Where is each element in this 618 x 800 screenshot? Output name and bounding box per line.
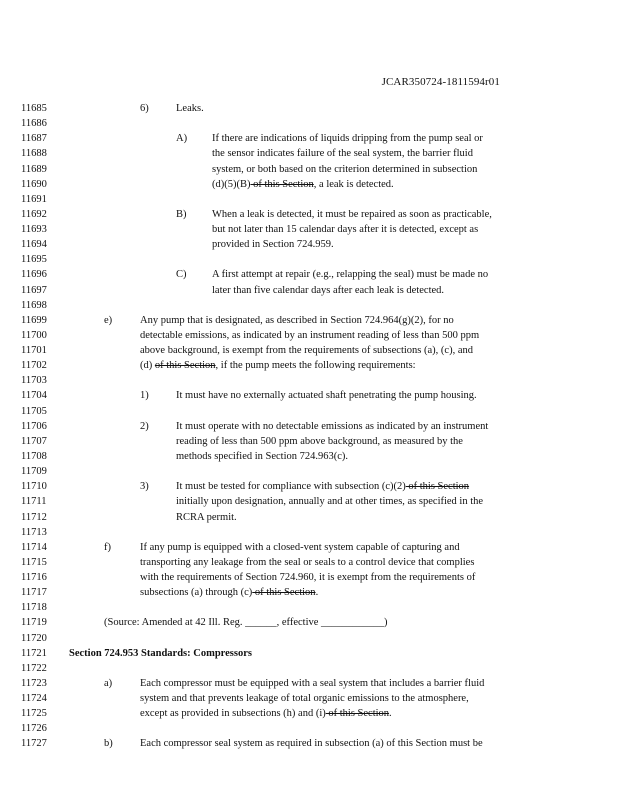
line-text xyxy=(140,738,483,749)
document-line xyxy=(0,648,618,659)
line-number: 11723 xyxy=(21,677,47,689)
text-segment: It must be tested for compliance with subsection (c)(2) xyxy=(176,481,406,493)
line-number: 11703 xyxy=(21,375,47,387)
text-segment: (d)(5)(B) xyxy=(212,178,251,190)
struck-text: of this Section xyxy=(405,481,470,493)
line-number: 11691 xyxy=(21,193,47,205)
document-line xyxy=(0,723,618,734)
document-line xyxy=(0,330,618,341)
line-number: 11727 xyxy=(21,738,47,750)
text-segment: Section 724.953 Standards: Compressors xyxy=(69,647,252,659)
document-line xyxy=(0,572,618,583)
line-number: 11716 xyxy=(21,572,47,584)
line-text xyxy=(212,148,473,159)
struck-text: of this Section xyxy=(154,360,216,372)
text-segment: Any pump that is designated, as described in Section 724.964(g)(2), for no xyxy=(140,314,454,326)
struck-text: of this Section xyxy=(250,178,314,190)
document-line xyxy=(0,587,618,598)
document-line xyxy=(0,708,618,719)
line-text xyxy=(176,496,483,507)
line-number: 11701 xyxy=(21,345,47,357)
text-segment: except as provided in subsections (h) and (i) xyxy=(140,708,326,720)
document-line xyxy=(0,209,618,220)
line-number: 11699 xyxy=(21,314,47,326)
document-line xyxy=(0,633,618,644)
line-text xyxy=(140,330,479,341)
text-segment: A first attempt at repair (e.g., relapping the seal) must be made no xyxy=(212,269,489,281)
document-line xyxy=(0,164,618,175)
line-text xyxy=(212,239,334,250)
section-heading xyxy=(69,648,252,659)
line-text xyxy=(140,693,469,704)
document-line xyxy=(0,239,618,250)
line-text xyxy=(212,179,394,190)
text-segment: system, or both based on the criterion determined in subsection xyxy=(212,163,478,175)
line-number: 11712 xyxy=(21,511,47,523)
line-text xyxy=(212,285,444,296)
text-segment: It must have no externally actuated shaft penetrating the pump housing. xyxy=(176,390,477,402)
text-segment: the sensor indicates failure of the seal system, the barrier fluid xyxy=(212,148,473,160)
text-segment: system and that prevents leakage of total organic emissions to the atmosphere, xyxy=(140,693,469,705)
document-line xyxy=(0,375,618,386)
document-line xyxy=(0,527,618,538)
struck-text: of this Section xyxy=(325,708,390,720)
line-number: 11696 xyxy=(21,269,47,281)
text-segment: RCRA permit. xyxy=(176,511,237,523)
line-text xyxy=(140,345,473,356)
line-number: 11706 xyxy=(21,420,47,432)
line-text xyxy=(176,512,237,523)
subsection-label: b) xyxy=(104,738,113,750)
line-text xyxy=(140,587,318,598)
line-text xyxy=(176,421,488,432)
document-line xyxy=(0,360,618,371)
line-text xyxy=(212,133,483,144)
text-segment: , if the pump meets the following requirements: xyxy=(215,360,416,372)
line-number: 11719 xyxy=(21,617,47,629)
line-text xyxy=(176,103,204,114)
line-number: 11695 xyxy=(21,254,47,266)
subsection-label: 2) xyxy=(140,420,149,432)
subsection-label: 3) xyxy=(140,481,149,493)
document-line xyxy=(0,300,618,311)
line-number: 11697 xyxy=(21,284,47,296)
line-text xyxy=(176,481,469,492)
line-number: 11693 xyxy=(21,224,47,236)
text-segment: transporting any leakage from the seal or seals to a control device that complies xyxy=(140,556,475,568)
text-segment: (Source: Amended at 42 Ill. Reg. ______, effective ____________) xyxy=(104,617,388,629)
document-line xyxy=(0,481,618,492)
line-text xyxy=(176,390,477,401)
text-segment: above background, is exempt from the requirements of subsections (a), (c), and xyxy=(140,345,473,357)
document-id: JCAR350724-1811594r01 xyxy=(381,76,500,88)
struck-text: of this Section xyxy=(252,587,316,599)
line-text xyxy=(212,209,492,220)
document-line xyxy=(0,663,618,674)
document-line xyxy=(0,738,618,749)
document-line xyxy=(0,103,618,114)
line-text xyxy=(140,360,416,371)
line-number: 11708 xyxy=(21,450,47,462)
line-number: 11722 xyxy=(21,662,47,674)
line-number: 11698 xyxy=(21,299,47,311)
text-segment: later than five calendar days after each leak is detected. xyxy=(212,284,445,296)
line-number: 11711 xyxy=(21,496,47,508)
document-line xyxy=(0,133,618,144)
line-text xyxy=(176,436,463,447)
text-segment: , a leak is detected. xyxy=(313,178,394,190)
subsection-label: e) xyxy=(104,314,113,326)
line-number: 11718 xyxy=(21,602,47,614)
line-text xyxy=(212,164,477,175)
subsection-label: 1) xyxy=(140,390,149,402)
text-segment: initially upon designation, annually and at other times, as specified in the xyxy=(176,496,484,508)
line-number: 11707 xyxy=(21,435,47,447)
line-text xyxy=(176,451,348,462)
line-number: 11694 xyxy=(21,239,47,251)
document-line xyxy=(0,345,618,356)
subsection-label: 6) xyxy=(140,103,149,114)
document-line xyxy=(0,315,618,326)
document-line xyxy=(0,602,618,613)
text-segment: If there are indications of liquids dripping from the pump seal or xyxy=(212,133,483,145)
text-segment: Each compressor seal system as required in subsection (a) of this Section must be xyxy=(140,738,483,750)
subsection-label: B) xyxy=(176,208,187,220)
line-text xyxy=(140,315,454,326)
document-line xyxy=(0,406,618,417)
text-segment: If any pump is equipped with a closed-vent system capable of capturing and xyxy=(140,541,460,553)
line-number: 11688 xyxy=(21,148,47,160)
line-number: 11686 xyxy=(21,118,47,130)
subsection-label: A) xyxy=(176,133,188,145)
text-segment: Leaks. xyxy=(176,103,204,114)
document-line xyxy=(0,269,618,280)
document-line xyxy=(0,224,618,235)
document-line xyxy=(0,617,618,628)
document-line xyxy=(0,179,618,190)
document-line xyxy=(0,451,618,462)
line-number: 11710 xyxy=(21,481,47,493)
line-text xyxy=(140,572,475,583)
document-line xyxy=(0,285,618,296)
line-text xyxy=(140,557,474,568)
text-segment: with the requirements of Section 724.960, it is exempt from the requirements of xyxy=(140,572,476,584)
line-number: 11687 xyxy=(21,133,47,145)
line-text xyxy=(140,708,392,719)
document-line xyxy=(0,194,618,205)
line-number: 11724 xyxy=(21,693,47,705)
line-number: 11726 xyxy=(21,723,47,735)
text-segment: . xyxy=(315,587,319,599)
line-number: 11692 xyxy=(21,208,47,220)
document-line xyxy=(0,496,618,507)
text-segment: detectable emissions, as indicated by an instrument reading of less than 500 ppm xyxy=(140,329,480,341)
line-number: 11725 xyxy=(21,708,47,720)
subsection-label: C) xyxy=(176,269,187,281)
line-number: 11717 xyxy=(21,587,47,599)
line-number: 11715 xyxy=(21,556,47,568)
line-text xyxy=(104,617,388,628)
line-text xyxy=(140,678,484,689)
text-segment: methods specified in Section 724.963(c). xyxy=(176,450,349,462)
document-line xyxy=(0,421,618,432)
text-segment: (d) xyxy=(140,360,155,372)
text-segment: Each compressor must be equipped with a seal system that includes a barrier fluid xyxy=(140,677,485,689)
text-segment: reading of less than 500 ppm above background, as measured by the xyxy=(176,435,463,447)
text-segment: provided in Section 724.959. xyxy=(212,239,334,251)
line-number: 11709 xyxy=(21,466,47,478)
line-number: 11705 xyxy=(21,405,47,417)
document-line xyxy=(0,148,618,159)
subsection-label: a) xyxy=(104,677,113,689)
document-line xyxy=(0,693,618,704)
document-line xyxy=(0,512,618,523)
text-segment: . xyxy=(389,708,392,720)
line-number: 11704 xyxy=(21,390,47,402)
document-line xyxy=(0,436,618,447)
line-number: 11689 xyxy=(21,163,47,175)
line-number: 11700 xyxy=(21,329,47,341)
line-number: 11713 xyxy=(21,526,47,538)
subsection-label: f) xyxy=(104,541,111,553)
line-text xyxy=(140,542,460,553)
line-text xyxy=(212,224,478,235)
document-line xyxy=(0,390,618,401)
document-line xyxy=(0,466,618,477)
document-line xyxy=(0,542,618,553)
line-number: 11714 xyxy=(21,541,47,553)
line-number: 11702 xyxy=(21,360,47,372)
document-line xyxy=(0,254,618,265)
document-line xyxy=(0,678,618,689)
line-number: 11720 xyxy=(21,632,47,644)
document-line xyxy=(0,118,618,129)
text-segment: It must operate with no detectable emissions as indicated by an instrument xyxy=(176,420,489,432)
document-line xyxy=(0,557,618,568)
text-segment: but not later than 15 calendar days after it is detected, except as xyxy=(212,224,479,236)
line-number: 11721 xyxy=(21,647,47,659)
line-text xyxy=(212,269,488,280)
line-number: 11690 xyxy=(21,178,47,190)
text-segment: When a leak is detected, it must be repaired as soon as practicable, xyxy=(212,208,492,220)
text-segment: subsections (a) through (c) xyxy=(140,587,253,599)
line-number: 11685 xyxy=(21,103,47,114)
